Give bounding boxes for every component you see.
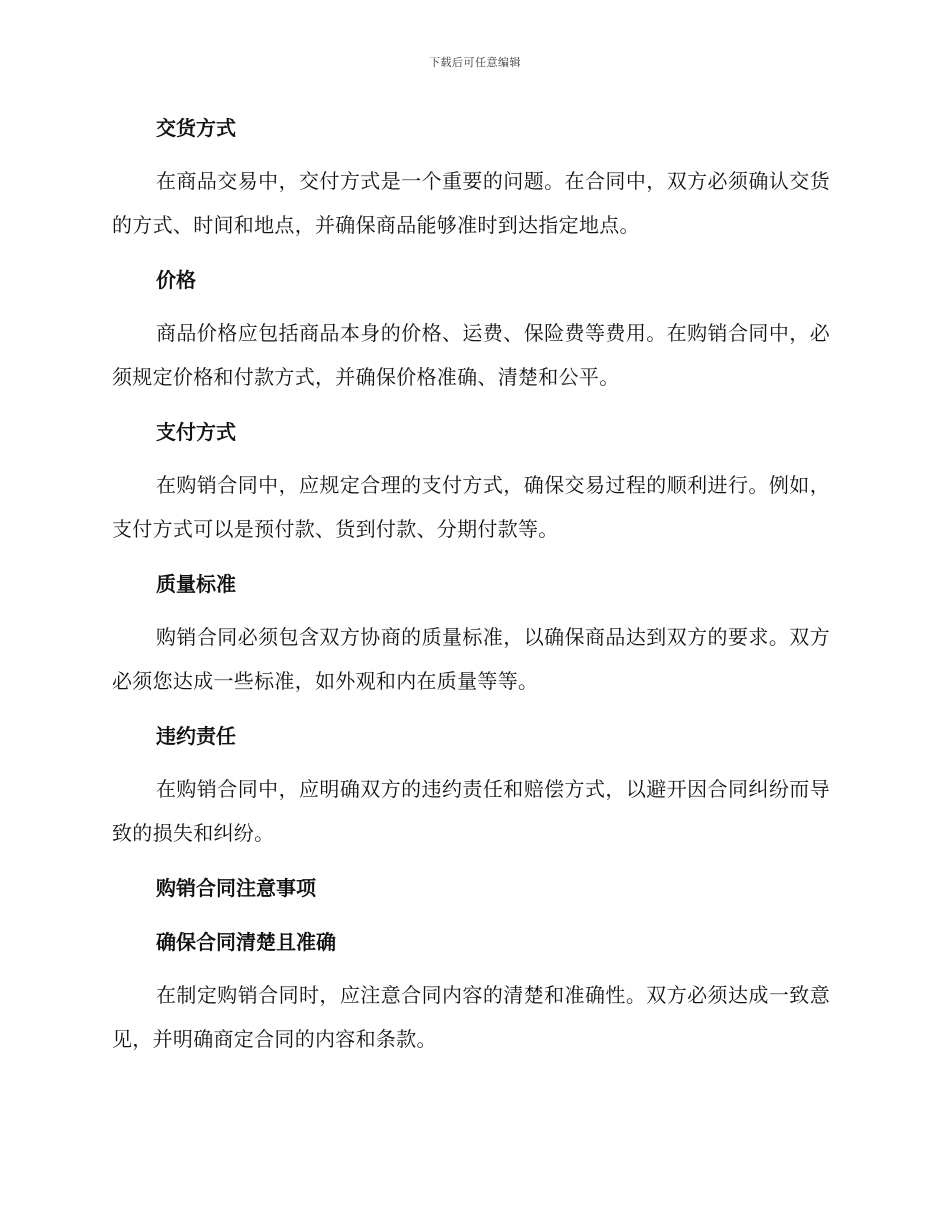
- section-heading-payment: 支付方式: [156, 420, 236, 444]
- section-paragraph-delivery: 在商品交易中，交付方式是一个重要的问题。在合同中，双方必须确认交货的方式、时间和地点，并确保商品能够准时到达指定地点。: [112, 169, 830, 237]
- subsection-heading-clarity: 确保合同清楚且准确: [156, 930, 336, 954]
- section-paragraph-breach: 在购销合同中，应明确双方的违约责任和赔偿方式，以避开因合同纠纷而导致的损失和纠纷。: [112, 777, 830, 845]
- section-paragraph-price: 商品价格应包括商品本身的价格、运费、保险费等费用。在购销合同中，必须规定价格和付款方式，并确保价格准确、清楚和公平。: [112, 321, 830, 389]
- section-heading-price: 价格: [156, 268, 196, 292]
- section-title-contract-notes: 购销合同注意事项: [156, 876, 316, 900]
- section-paragraph-quality: 购销合同必须包含双方协商的质量标准，以确保商品达到双方的要求。双方必须您达成一些标准，如外观和内在质量等等。: [112, 625, 830, 693]
- section-heading-breach: 违约责任: [156, 724, 236, 748]
- page-header: 下载后可任意编辑: [429, 56, 521, 69]
- section-heading-delivery: 交货方式: [156, 116, 236, 140]
- document-body: [112, 105, 830, 1071]
- section-paragraph-payment: 在购销合同中，应规定合理的支付方式，确保交易过程的顺利进行。例如，支付方式可以是预付款、货到付款、分期付款等。: [112, 473, 830, 541]
- subsection-paragraph-clarity: 在制定购销合同时，应注意合同内容的清楚和准确性。双方必须达成一致意见，并明确商定合同的内容和条款。: [112, 983, 830, 1051]
- section-heading-quality: 质量标准: [156, 572, 236, 596]
